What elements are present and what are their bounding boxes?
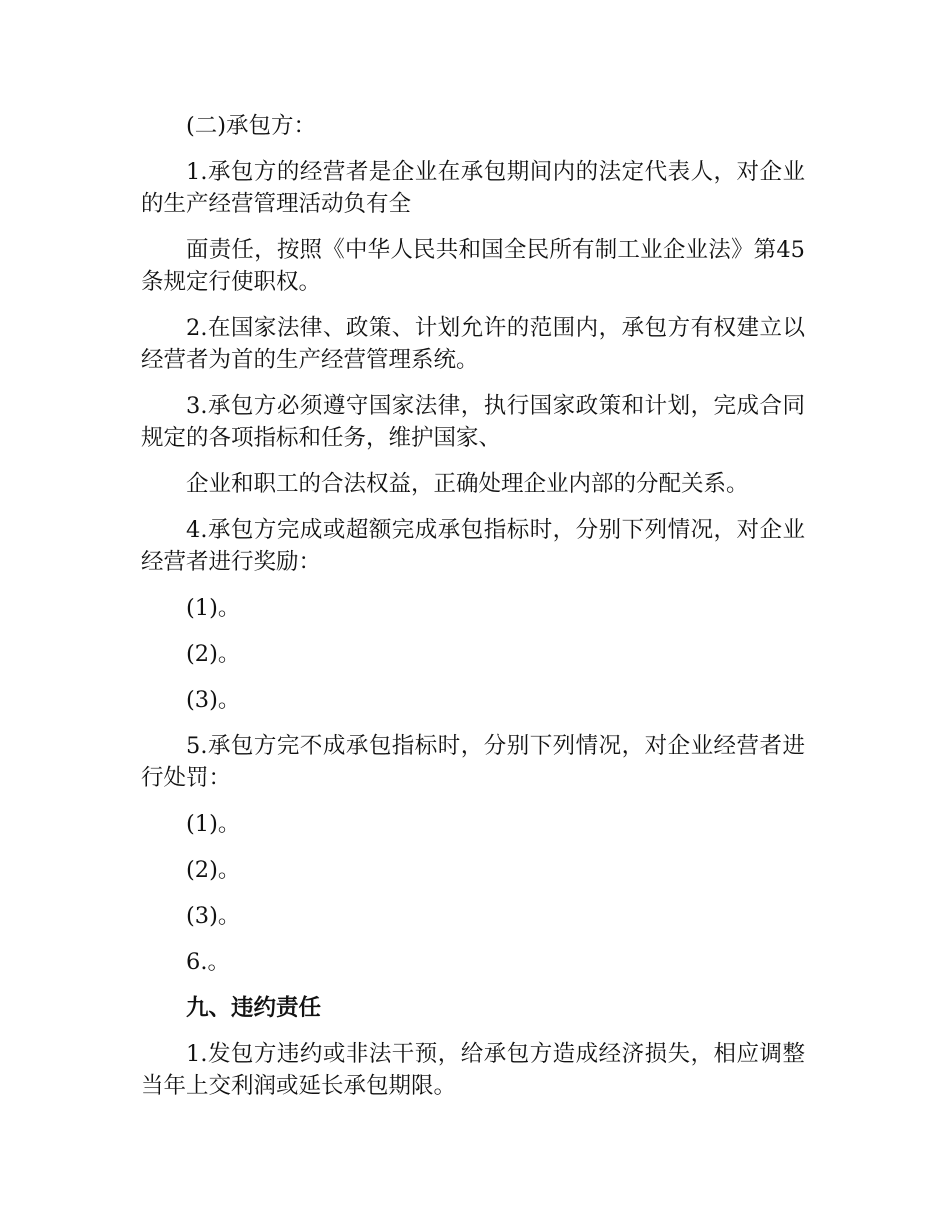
clause-3: 3.承包方必须遵守国家法律，执行国家政策和计划，完成合同规定的各项指标和任务，维护国家、 (141, 393, 805, 451)
section-heading-contractor: (二)承包方： (186, 113, 317, 139)
clause-6: 6.。 (186, 949, 230, 975)
clause-1-continued: 面责任，按照《中华人民共和国全民所有制工业企业法》第45条规定行使职权。 (141, 237, 805, 295)
clause-4-item-2: (2)。 (186, 641, 241, 667)
clause-3-continued: 企业和职工的合法权益，正确处理企业内部的分配关系。 (186, 471, 749, 497)
clause-2: 2.在国家法律、政策、计划允许的范围内，承包方有权建立以经营者为首的生产经营管理系统。 (141, 315, 805, 373)
liability-clause-1: 1.发包方违约或非法干预，给承包方造成经济损失，相应调整当年上交利润或延长承包期限。 (141, 1041, 805, 1099)
document-body (141, 110, 805, 1116)
clause-5-item-1: (1)。 (186, 811, 241, 837)
clause-5-item-3: (3)。 (186, 903, 241, 929)
clause-4: 4.承包方完成或超额完成承包指标时，分别下列情况，对企业经营者进行奖励： (141, 517, 805, 575)
clause-5: 5.承包方完不成承包指标时，分别下列情况，对企业经营者进行处罚： (141, 733, 805, 791)
clause-5-item-2: (2)。 (186, 857, 241, 883)
section-heading-liability: 九、违约责任 (186, 995, 322, 1021)
clause-4-item-1: (1)。 (186, 595, 241, 621)
clause-4-item-3: (3)。 (186, 687, 241, 713)
clause-1: 1.承包方的经营者是企业在承包期间内的法定代表人，对企业的生产经营管理活动负有全 (141, 159, 805, 217)
